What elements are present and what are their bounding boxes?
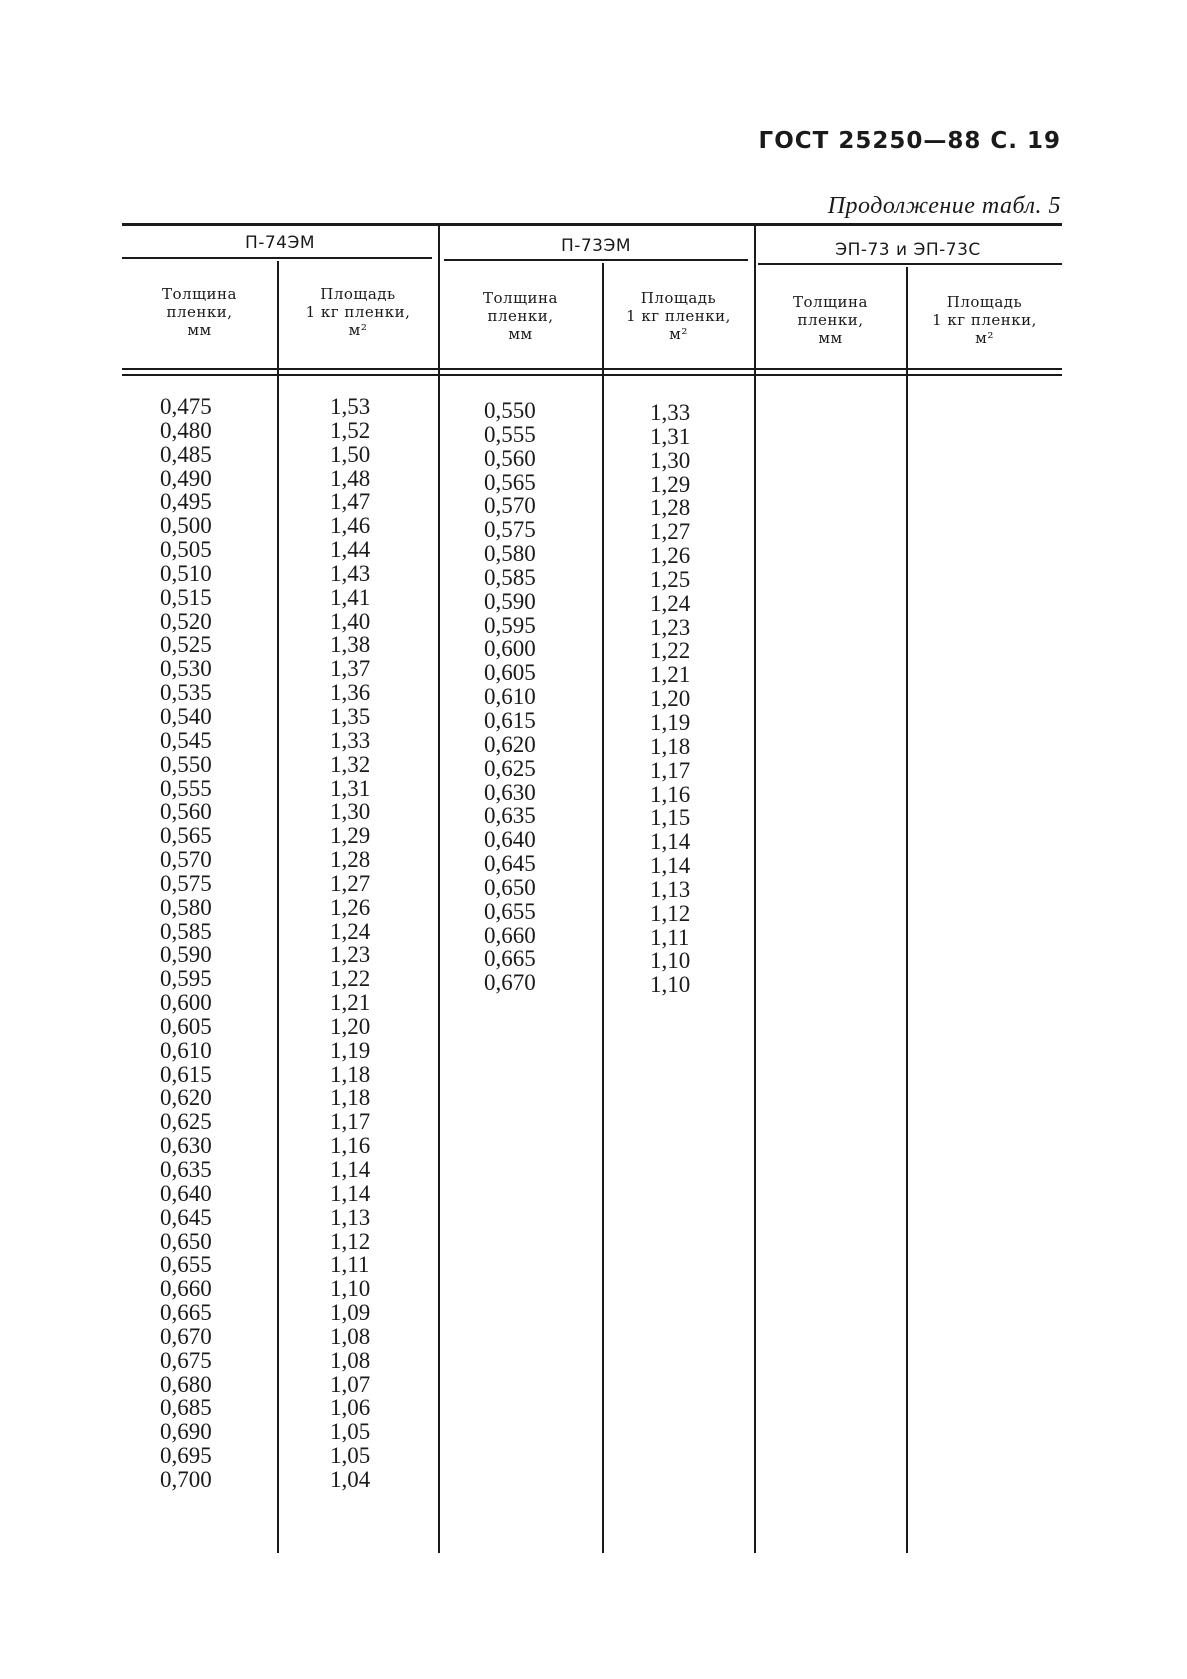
table-cell: 0,540 xyxy=(160,703,212,729)
table-cell: 1,43 xyxy=(330,560,371,586)
header-thickness-3: Толщина пленки, мм xyxy=(793,293,868,347)
table-cell: 1,28 xyxy=(650,495,691,521)
table-cell: 0,545 xyxy=(160,727,212,753)
table-cell: 0,500 xyxy=(160,513,212,539)
table-cell: 0,670 xyxy=(160,1323,212,1349)
table-cell: 1,33 xyxy=(330,727,371,753)
p74em-thickness-column xyxy=(160,395,212,1492)
table-cell: 1,21 xyxy=(650,662,691,688)
table-cell: 0,695 xyxy=(160,1443,212,1469)
table-cell: 0,595 xyxy=(160,966,212,992)
table-cell: 1,14 xyxy=(650,829,691,855)
table-cell: 1,32 xyxy=(330,751,371,777)
table-cell: 1,30 xyxy=(330,799,371,825)
table-cell: 1,20 xyxy=(650,686,691,712)
table-cell: 1,15 xyxy=(650,805,691,831)
col-divider-3 xyxy=(602,263,604,1553)
table-cell: 1,29 xyxy=(330,823,371,849)
table-cell: 0,570 xyxy=(160,847,212,873)
table-cell: 0,620 xyxy=(484,731,536,757)
table-cell: 0,660 xyxy=(160,1276,212,1302)
table-cell: 1,20 xyxy=(330,1013,371,1039)
table-cell: 0,560 xyxy=(484,445,536,471)
table-cell: 1,22 xyxy=(330,966,371,992)
table-cell: 1,05 xyxy=(330,1419,371,1445)
data-table xyxy=(122,223,1062,1553)
group-ep73: ЭП-73 и ЭП-73С xyxy=(835,240,981,260)
table-cell: 0,690 xyxy=(160,1419,212,1445)
table-caption: Продолжение табл. 5 xyxy=(827,193,1061,219)
table-cell: 1,08 xyxy=(330,1323,371,1349)
table-cell: 1,52 xyxy=(330,417,371,443)
table-cell: 1,14 xyxy=(330,1157,371,1182)
table-cell: 1,26 xyxy=(330,894,371,920)
table-cell: 0,485 xyxy=(160,441,212,467)
table-cell: 1,27 xyxy=(650,519,691,545)
table-cell: 0,665 xyxy=(484,946,536,972)
table-cell: 0,590 xyxy=(484,588,536,614)
table-cell: 0,555 xyxy=(484,421,536,447)
table-cell: 0,625 xyxy=(484,755,536,781)
table-cell: 1,05 xyxy=(330,1443,371,1469)
table-cell: 0,610 xyxy=(160,1037,212,1063)
table-cell: 1,26 xyxy=(650,543,691,569)
col-divider-5 xyxy=(906,267,908,1553)
table-cell: 1,11 xyxy=(650,924,690,950)
table-cell: 0,700 xyxy=(160,1466,212,1492)
table-cell: 1,36 xyxy=(330,680,371,706)
table-cell: 1,41 xyxy=(330,584,371,610)
header-area-3: Площадь 1 кг пленки, м² xyxy=(932,293,1037,347)
table-cell: 1,40 xyxy=(330,608,371,634)
table-cell: 1,14 xyxy=(650,853,691,879)
table-cell: 1,07 xyxy=(330,1371,371,1397)
table-cell: 0,640 xyxy=(484,827,536,853)
header-area-1: Площадь 1 кг пленки, м² xyxy=(305,285,411,339)
table-cell: 0,585 xyxy=(484,564,536,590)
table-cell: 0,685 xyxy=(160,1395,212,1421)
table-cell: 0,600 xyxy=(484,636,536,662)
table-cell: 1,14 xyxy=(330,1180,371,1206)
table-cell: 0,605 xyxy=(484,660,536,686)
table-cell: 0,525 xyxy=(160,632,212,658)
table-cell: 0,595 xyxy=(484,612,536,638)
table-cell: 0,495 xyxy=(160,489,212,515)
group-p74em: П-74ЭМ xyxy=(244,233,316,253)
table-cell: 0,675 xyxy=(160,1347,212,1373)
table-cell: 0,475 xyxy=(160,394,212,419)
table-cell: 0,605 xyxy=(160,1013,212,1039)
header-rule-b xyxy=(122,374,1062,376)
table-cell: 0,615 xyxy=(484,707,536,733)
table-cell: 0,660 xyxy=(484,922,536,948)
table-cell: 0,580 xyxy=(484,541,536,567)
table-cell: 0,560 xyxy=(160,799,212,825)
table-cell: 1,27 xyxy=(330,870,371,896)
group-p73em: П-73ЭМ xyxy=(560,236,632,256)
table-cell: 0,640 xyxy=(160,1180,212,1206)
table-cell: 0,665 xyxy=(160,1300,212,1326)
table-cell: 0,625 xyxy=(160,1109,212,1135)
table-cell: 1,18 xyxy=(330,1085,371,1111)
table-cell: 0,590 xyxy=(160,942,212,968)
table-cell: 1,50 xyxy=(330,441,371,467)
table-cell: 0,630 xyxy=(160,1133,212,1159)
table-cell: 1,12 xyxy=(330,1228,371,1254)
header-thickness-1: Толщина пленки, мм xyxy=(162,285,237,339)
table-cell: 1,28 xyxy=(330,847,371,873)
table-cell: 1,17 xyxy=(650,757,691,783)
table-cell: 1,31 xyxy=(650,423,691,449)
table-cell: 0,575 xyxy=(484,517,536,543)
table-cell: 1,25 xyxy=(650,566,691,592)
table-cell: 1,13 xyxy=(650,876,691,902)
table-cell: 0,630 xyxy=(484,779,536,805)
table-cell: 1,19 xyxy=(330,1037,371,1063)
p73em-area-column xyxy=(650,401,690,997)
table-cell: 0,600 xyxy=(160,990,212,1016)
table-cell: 0,550 xyxy=(160,751,212,777)
header-thickness-2: Толщина пленки, мм xyxy=(483,289,558,343)
table-cell: 1,09 xyxy=(330,1300,371,1326)
table-cell: 1,37 xyxy=(330,656,371,682)
table-cell: 1,29 xyxy=(650,471,691,497)
table-cell: 0,585 xyxy=(160,918,212,944)
col-divider-4 xyxy=(754,223,756,1553)
table-cell: 0,515 xyxy=(160,584,212,610)
table-cell: 1,10 xyxy=(330,1276,371,1302)
table-cell: 1,22 xyxy=(650,638,691,664)
table-cell: 1,11 xyxy=(330,1252,370,1278)
table-cell: 1,46 xyxy=(330,513,371,539)
table-cell: 1,38 xyxy=(330,632,371,658)
table-cell: 1,23 xyxy=(650,614,691,640)
table-cell: 1,53 xyxy=(330,394,371,419)
table-cell: 1,16 xyxy=(330,1133,371,1159)
header-rule-a xyxy=(122,368,1062,370)
table-cell: 0,655 xyxy=(484,898,536,924)
table-cell: 0,530 xyxy=(160,656,212,682)
table-cell: 1,08 xyxy=(330,1347,371,1373)
table-cell: 0,635 xyxy=(160,1157,212,1182)
table-cell: 0,615 xyxy=(160,1061,212,1087)
table-cell: 0,680 xyxy=(160,1371,212,1397)
table-cell: 0,645 xyxy=(160,1204,212,1230)
table-cell: 0,620 xyxy=(160,1085,212,1111)
table-cell: 0,550 xyxy=(484,398,536,423)
p73em-thickness-column xyxy=(484,399,536,995)
table-cell: 1,10 xyxy=(650,948,691,974)
table-cell: 1,44 xyxy=(330,537,371,563)
table-cell: 1,35 xyxy=(330,703,371,729)
table-cell: 1,19 xyxy=(650,709,691,735)
table-cell: 0,555 xyxy=(160,775,212,801)
page-header: ГОСТ 25250—88 С. 19 xyxy=(758,128,1061,154)
table-cell: 1,47 xyxy=(330,489,371,515)
table-cell: 0,480 xyxy=(160,417,212,443)
table-cell: 0,565 xyxy=(160,823,212,849)
table-cell: 0,490 xyxy=(160,465,212,491)
table-cell: 1,30 xyxy=(650,447,691,473)
table-cell: 0,570 xyxy=(484,493,536,519)
table-cell: 1,24 xyxy=(650,590,691,616)
table-cell: 0,505 xyxy=(160,537,212,563)
table-cell: 1,10 xyxy=(650,972,691,998)
table-cell: 1,16 xyxy=(650,781,691,807)
table-cell: 1,13 xyxy=(330,1204,371,1230)
table-cell: 1,04 xyxy=(330,1466,371,1492)
table-cell: 1,33 xyxy=(650,400,691,425)
table-cell: 0,650 xyxy=(484,874,536,900)
table-cell: 0,520 xyxy=(160,608,212,634)
table-cell: 1,21 xyxy=(330,990,371,1016)
table-cell: 1,31 xyxy=(330,775,371,801)
p74em-area-column xyxy=(330,395,370,1492)
table-cell: 1,18 xyxy=(650,733,691,759)
table-cell: 1,48 xyxy=(330,465,371,491)
table-cell: 1,23 xyxy=(330,942,371,968)
col-divider-2 xyxy=(438,223,440,1553)
table-cell: 0,580 xyxy=(160,894,212,920)
table-cell: 0,645 xyxy=(484,851,536,877)
table-cell: 1,24 xyxy=(330,918,371,944)
header-area-2: Площадь 1 кг пленки, м² xyxy=(626,289,731,343)
col-divider-1 xyxy=(277,261,279,1553)
table-cell: 1,06 xyxy=(330,1395,371,1421)
table-cell: 1,18 xyxy=(330,1061,371,1087)
table-cell: 0,565 xyxy=(484,469,536,495)
table-cell: 0,610 xyxy=(484,684,536,710)
top-rule xyxy=(122,223,1062,226)
table-cell: 0,535 xyxy=(160,680,212,706)
table-cell: 0,510 xyxy=(160,560,212,586)
table-cell: 0,650 xyxy=(160,1228,212,1254)
table-cell: 0,575 xyxy=(160,870,212,896)
table-cell: 1,12 xyxy=(650,900,691,926)
table-cell: 0,670 xyxy=(484,970,536,996)
table-cell: 0,635 xyxy=(484,803,536,829)
table-cell: 0,655 xyxy=(160,1252,212,1278)
table-cell: 1,17 xyxy=(330,1109,371,1135)
